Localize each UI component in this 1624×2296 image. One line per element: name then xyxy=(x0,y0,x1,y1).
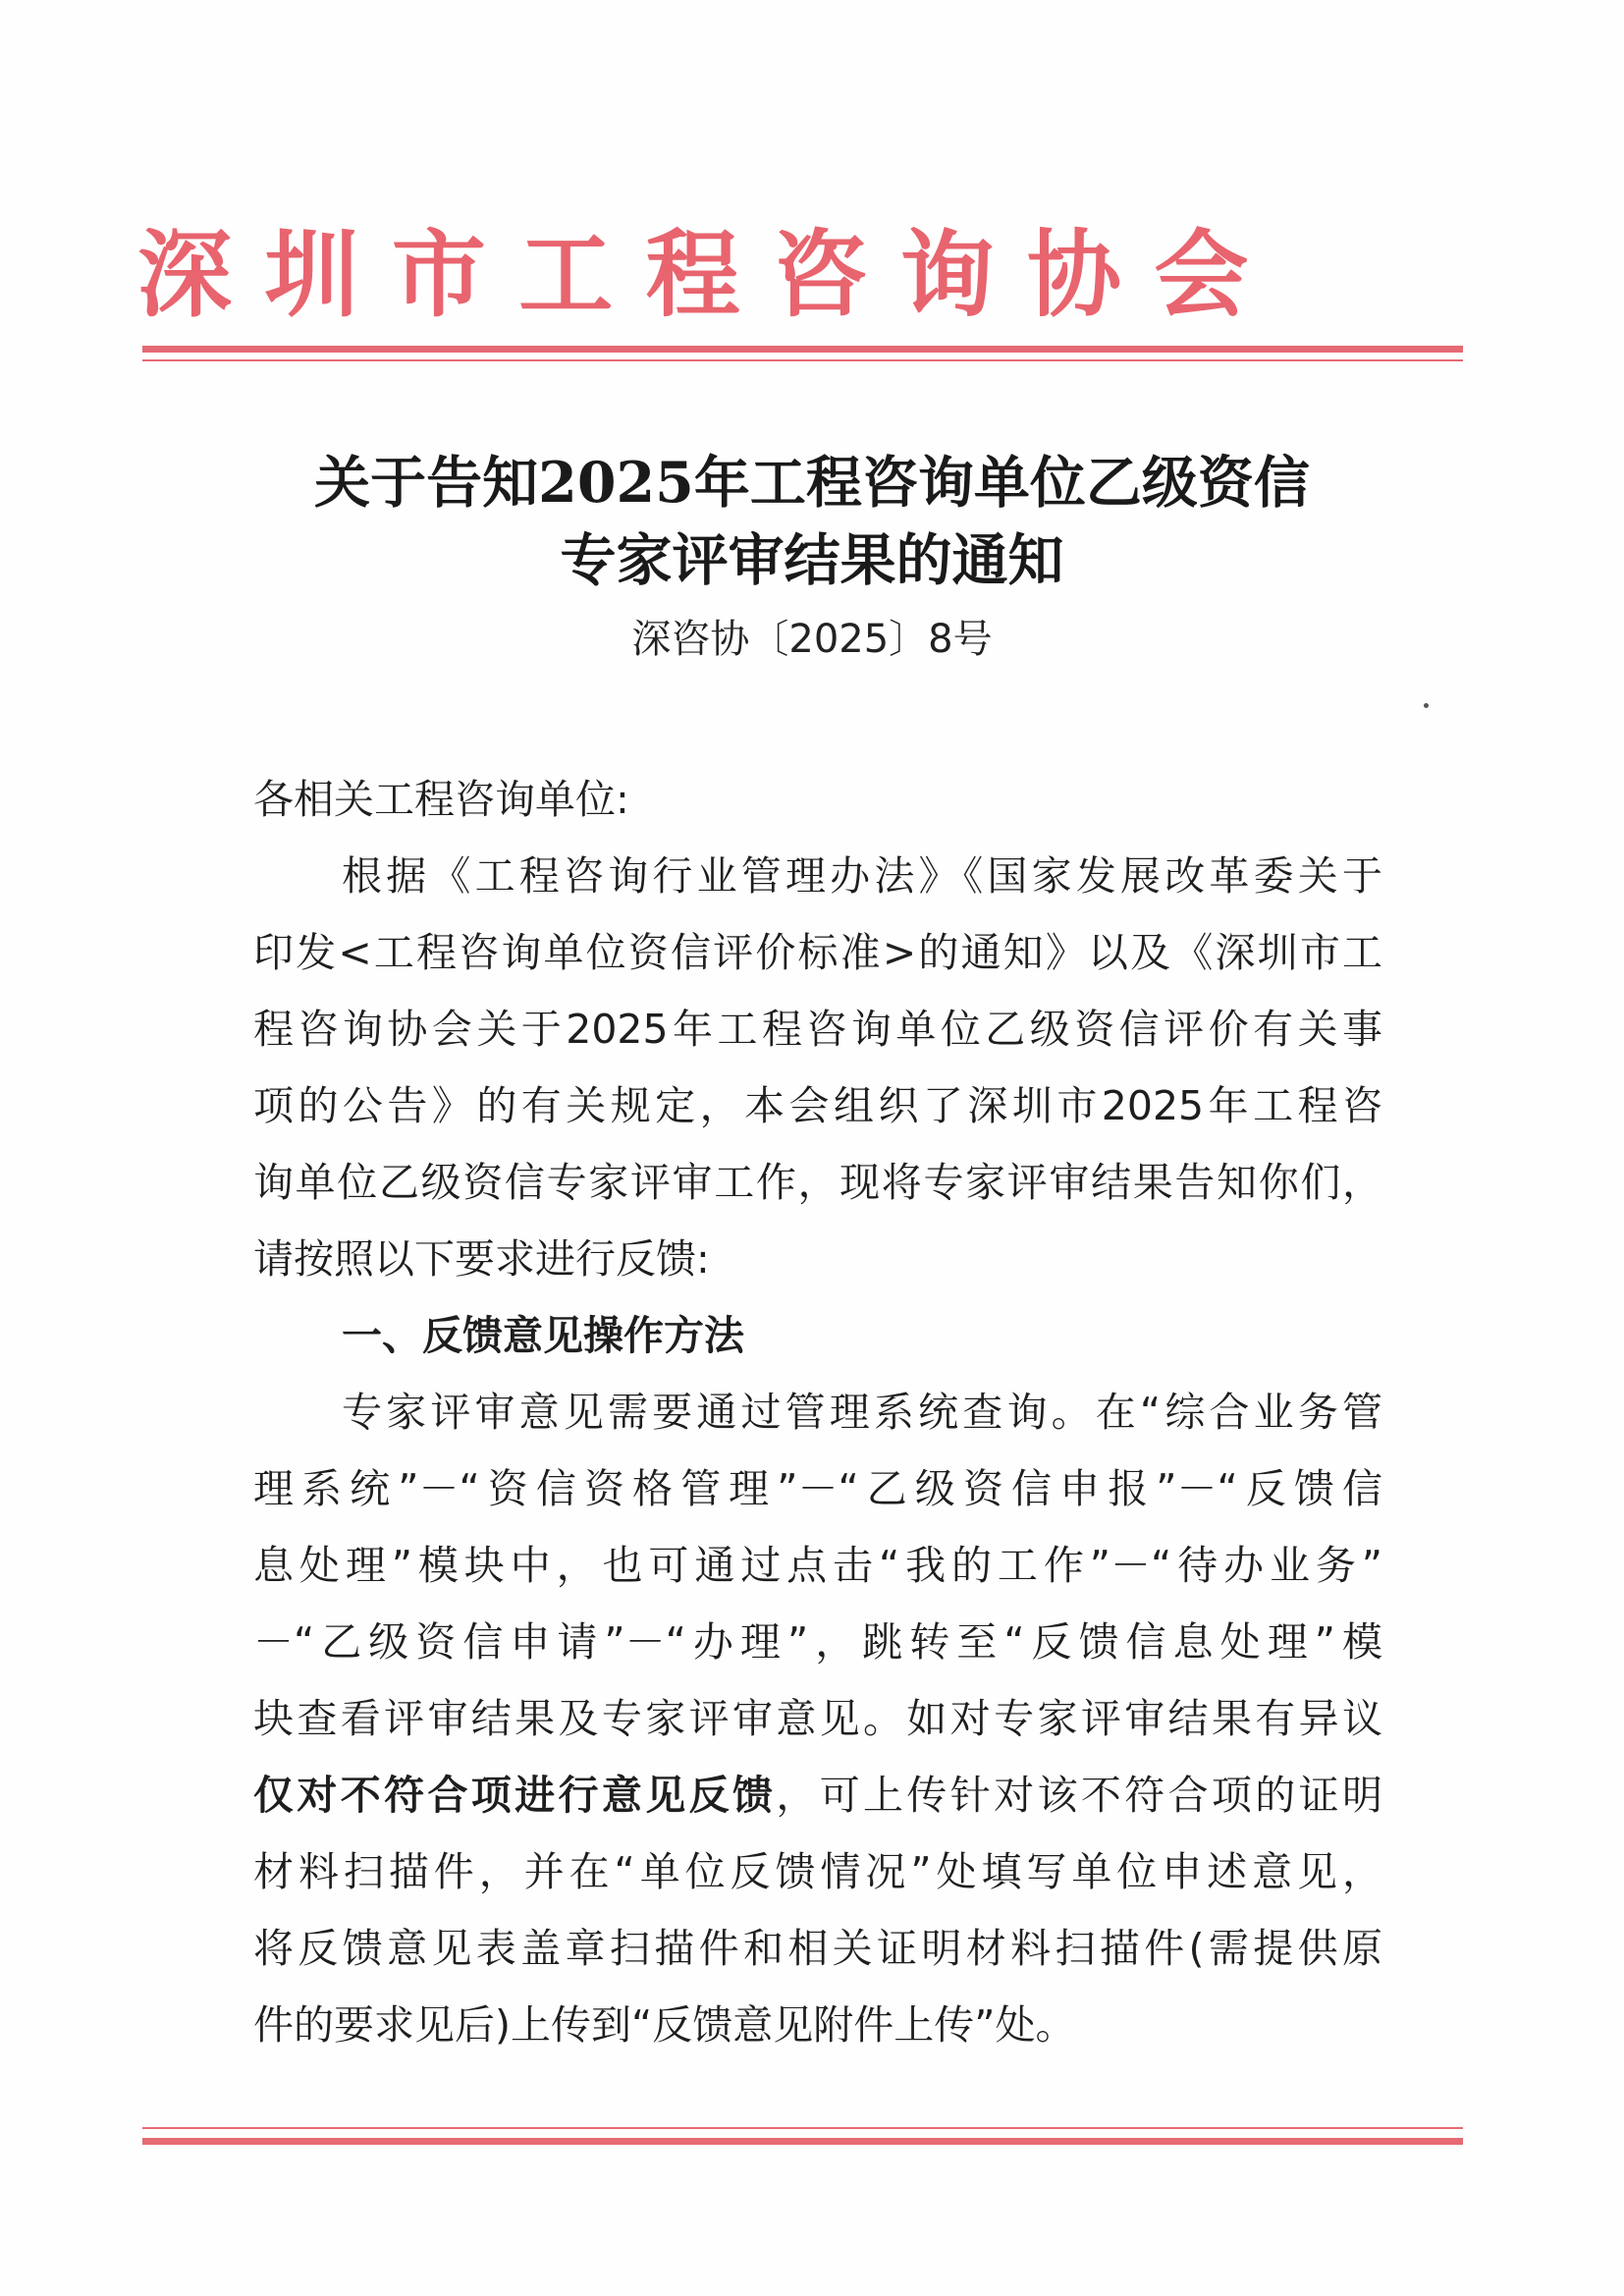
paragraph-2-line: －“乙级资信申请”－“办理”，跳转至“反馈信息处理”模 xyxy=(253,1618,1382,1666)
paragraph-2-continuation: ，可上传针对该不符合项的证明 xyxy=(776,1772,1383,1819)
paragraph-2-line: 材料扫描件，并在“单位反馈情况”处填写单位申述意见， xyxy=(253,1848,1382,1895)
paragraph-2-line: 将反馈意见表盖章扫描件和相关证明材料扫描件(需提供原 xyxy=(253,1925,1382,1972)
paragraph-2-line: 理系统”－“资信资格管理”－“乙级资信申报”－“反馈信 xyxy=(253,1465,1382,1512)
paragraph-1-line: 印发<工程咨询单位资信评价标准>的通知》以及《深圳市工 xyxy=(253,929,1382,976)
document-number: 深咨协〔2025〕8号 xyxy=(631,617,993,662)
emphasis-text: 仅对不符合项进行意见反馈 xyxy=(253,1772,777,1819)
notice-title-line-1: 关于告知2025年工程咨询单位乙级资信 xyxy=(314,450,1310,516)
paragraph-1-line: 请按照以下要求进行反馈: xyxy=(253,1235,710,1283)
paragraph-2-line: 件的要求见后)上传到“反馈意见附件上传”处。 xyxy=(253,2001,1076,2049)
paragraph-2-line: 专家评审意见需要通过管理系统查询。在“综合业务管 xyxy=(342,1389,1382,1436)
paragraph-2-line: 息处理”模块中，也可通过点击“我的工作”－“待办业务” xyxy=(253,1542,1382,1589)
paragraph-2-line: 块查看评审结果及专家评审意见。如对专家评审结果有异议 xyxy=(253,1695,1382,1742)
paragraph-1-line: 根据《工程咨询行业管理办法》《国家发展改革委关于 xyxy=(342,852,1382,900)
paragraph-2-mixed-line xyxy=(253,1760,1382,1831)
scan-speck xyxy=(1424,703,1429,708)
salutation: 各相关工程咨询单位: xyxy=(253,776,629,823)
paragraph-1-line: 询单位乙级资信专家评审工作，现将专家评审结果告知你们， xyxy=(253,1159,1382,1206)
letterhead-rule-thick xyxy=(142,346,1463,353)
letterhead-rule-thin xyxy=(142,359,1463,361)
paragraph-1-line: 程咨询协会关于2025年工程咨询单位乙级资信评价有关事 xyxy=(253,1006,1382,1053)
letterhead-org-name: 深 圳 市 工 程 咨 询 协 会 xyxy=(137,219,1249,330)
footer-rule-thick xyxy=(142,2138,1463,2145)
section-1-heading: 一、反馈意见操作方法 xyxy=(342,1312,744,1359)
paragraph-1-line: 项的公告》的有关规定，本会组织了深圳市2025年工程咨 xyxy=(253,1082,1382,1129)
footer-rule-thin xyxy=(142,2127,1463,2129)
notice-title-line-2: 专家评审结果的通知 xyxy=(560,527,1064,593)
